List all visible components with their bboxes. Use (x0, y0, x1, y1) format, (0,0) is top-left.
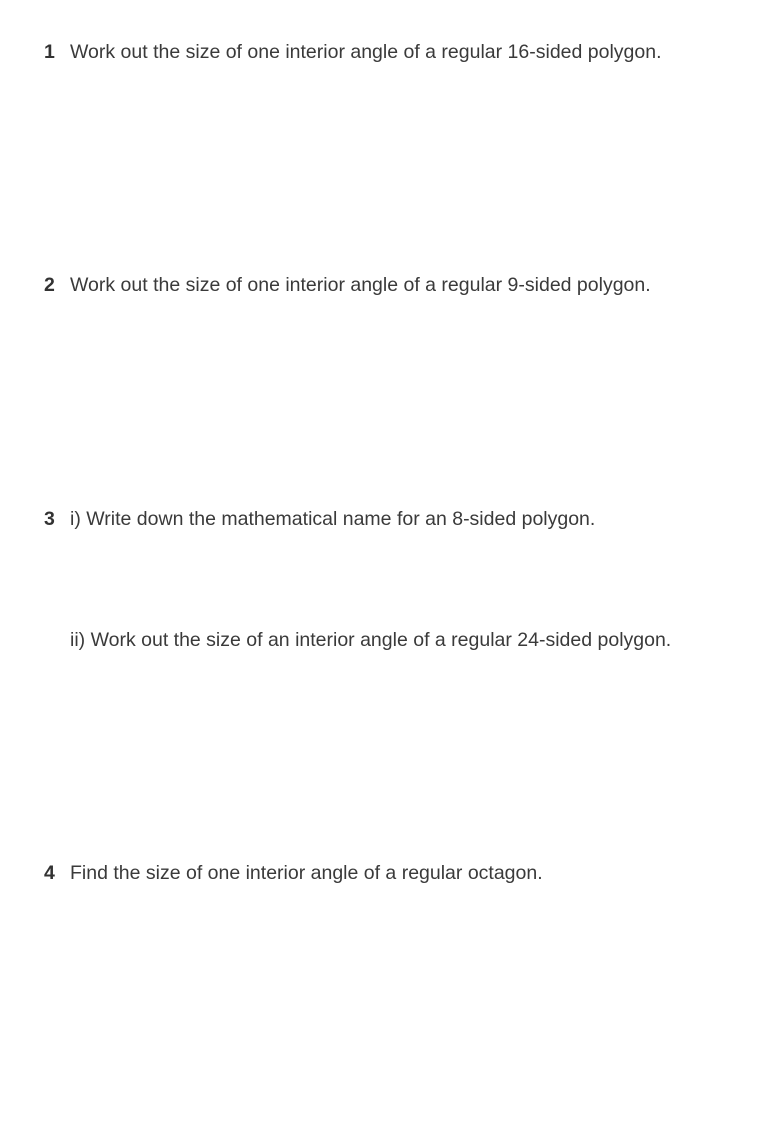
question-text: Work out the size of one interior angle of a regular 16-sided polygon. (70, 41, 662, 63)
question-text: i) Write down the mathematical name for an 8-sided polygon. (70, 508, 596, 530)
question-text: Find the size of one interior angle of a regular octagon. (70, 862, 543, 884)
question-2 (44, 273, 651, 297)
question-3 (44, 507, 595, 531)
question-3-part-ii: ii) Work out the size of an interior angle of a regular 24-sided polygon. (70, 629, 672, 651)
question-1 (44, 40, 662, 64)
question-number: 3 (44, 508, 55, 530)
question-number: 4 (44, 862, 55, 884)
question-4 (44, 861, 543, 885)
question-number: 1 (44, 41, 55, 63)
question-text: Work out the size of one interior angle of a regular 9-sided polygon. (70, 274, 651, 296)
question-number: 2 (44, 274, 55, 296)
